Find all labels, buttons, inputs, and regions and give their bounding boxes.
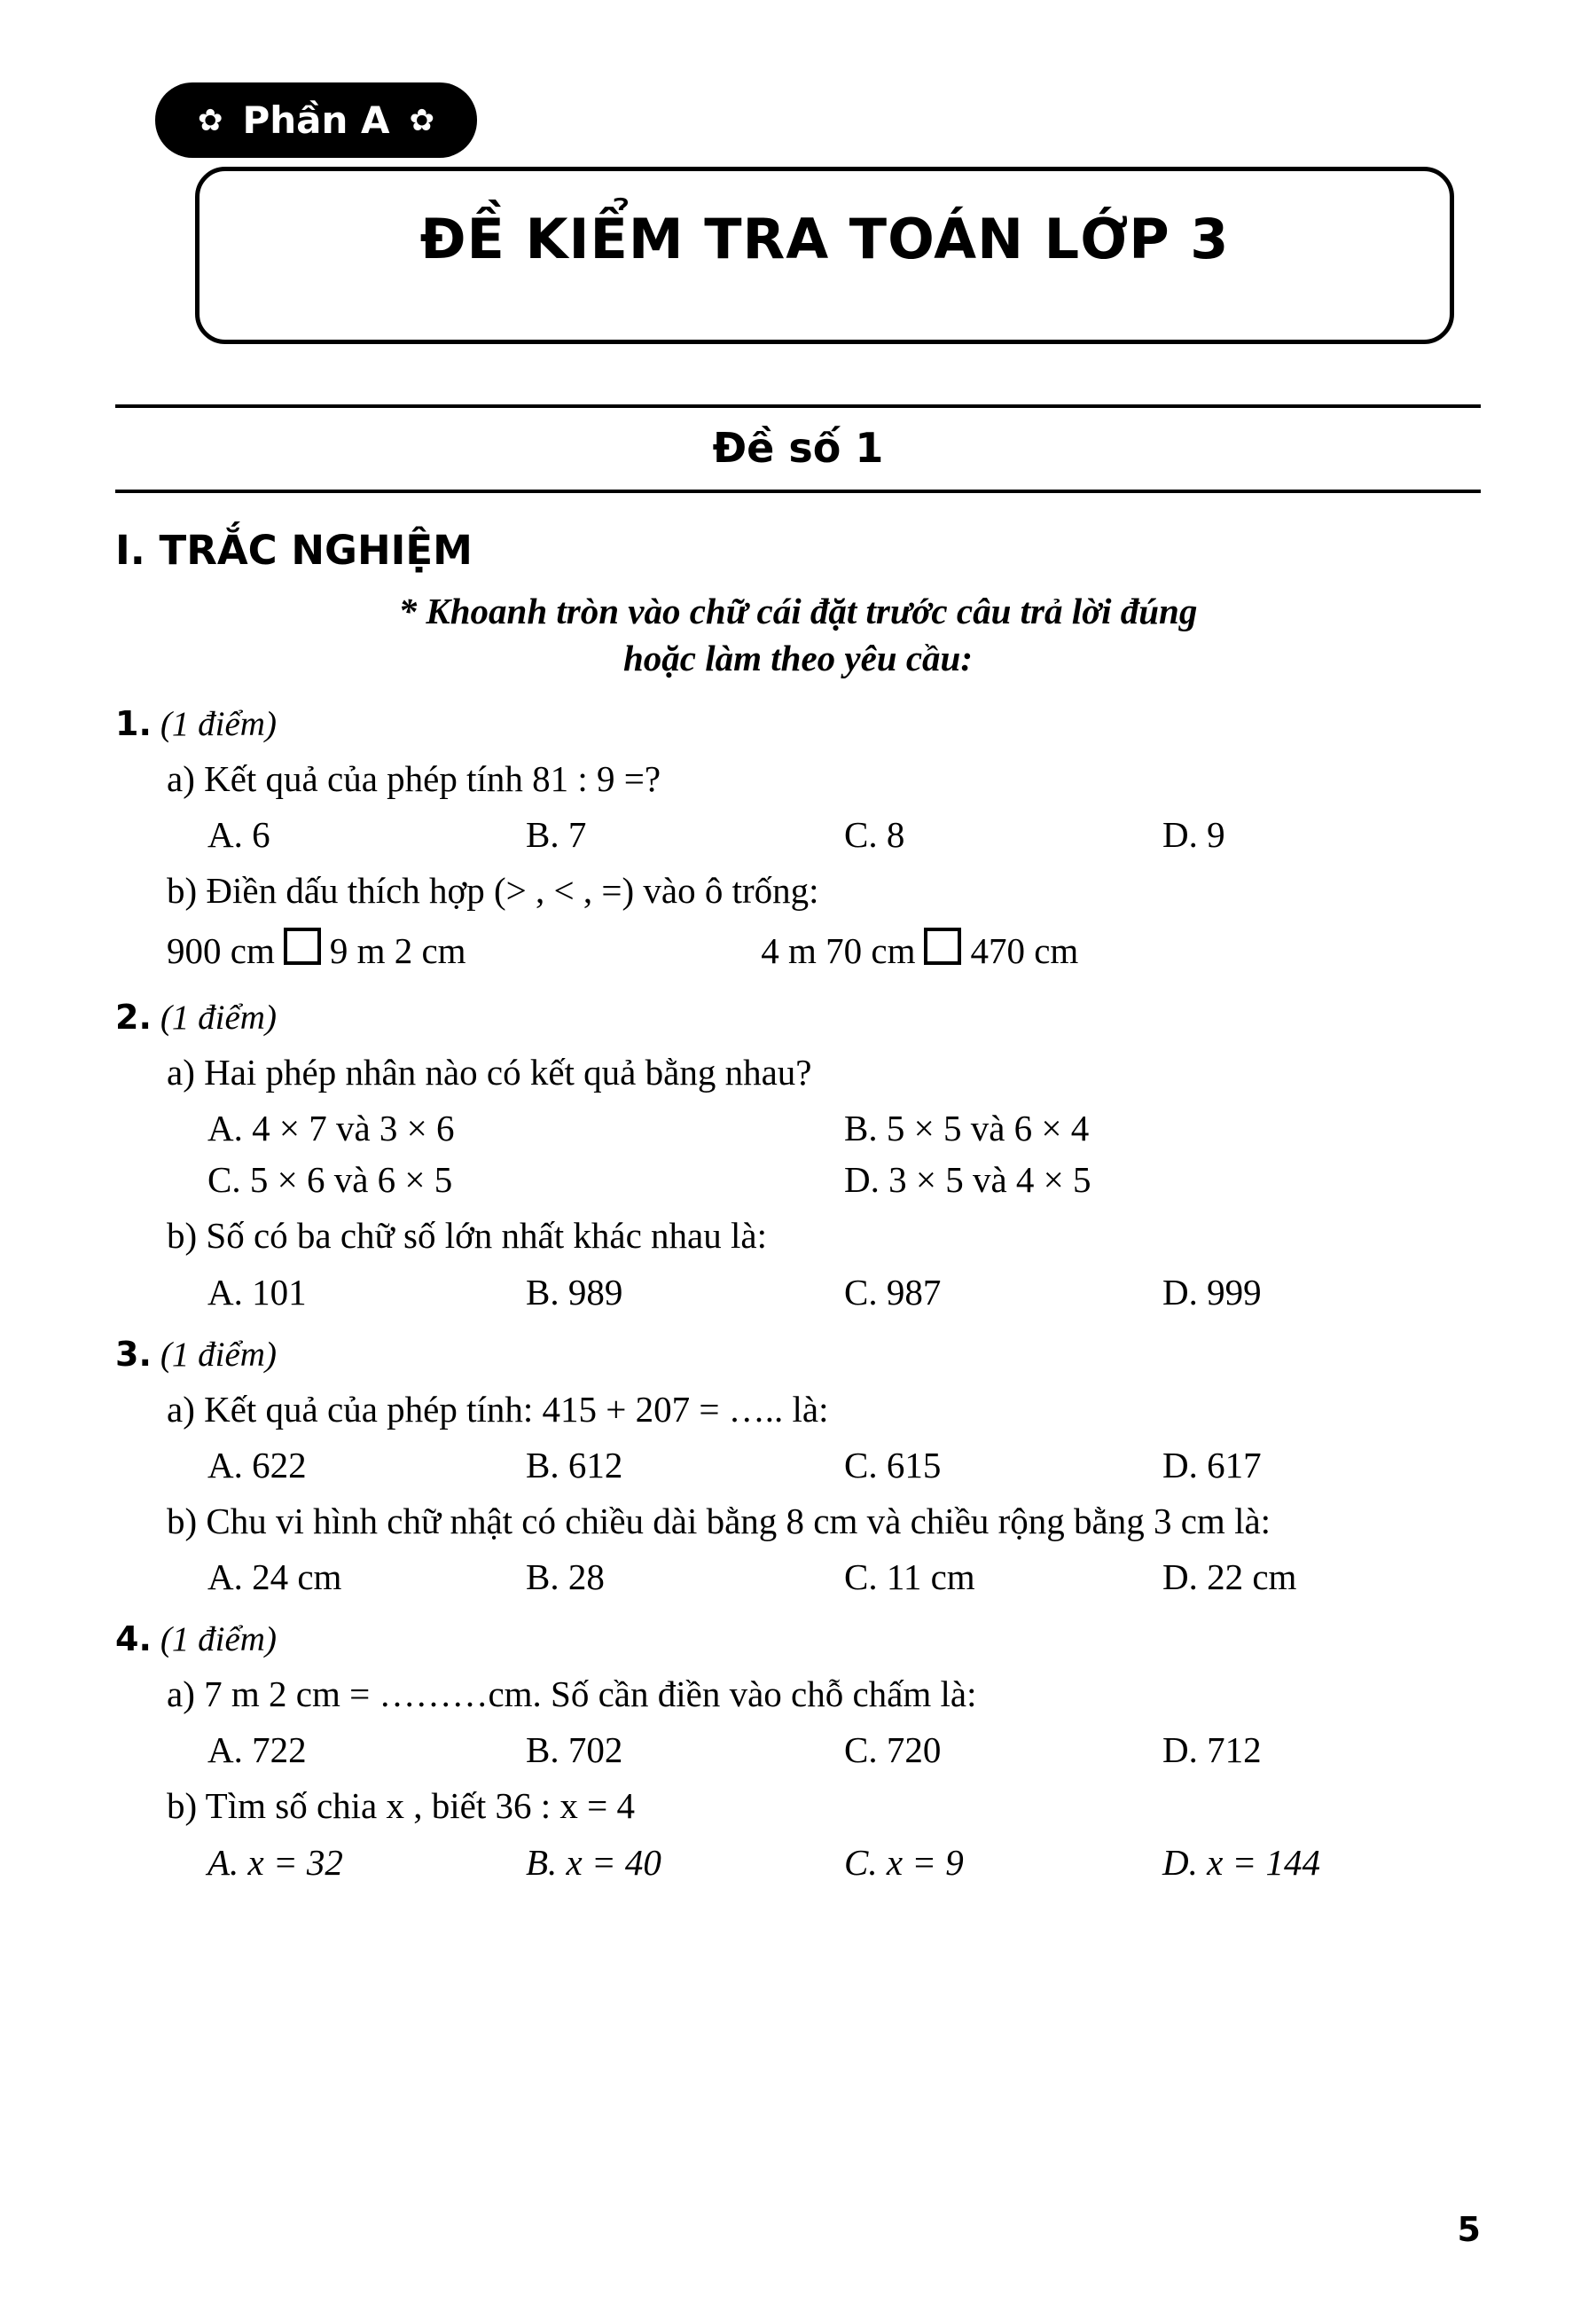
option-a[interactable]: A. 6 [207, 813, 270, 855]
question-1-points: (1 điểm) [160, 704, 277, 743]
option-c[interactable]: C. 987 [844, 1271, 942, 1313]
question-1a-text: a) Kết quả của phép tính 81 : 9 =? [167, 757, 661, 799]
question-4-number: 4. [115, 1619, 152, 1659]
fill-left-after: 9 m 2 cm [329, 930, 466, 972]
option-b[interactable]: B. 612 [526, 1444, 623, 1485]
question-4 [115, 1618, 1481, 1883]
fill-right-before: 4 m 70 cm [761, 930, 916, 972]
question-4b-options [167, 1841, 1481, 1884]
option-c[interactable]: C. 5 × 6 và 6 × 5 [207, 1159, 453, 1201]
question-1-head [115, 702, 1481, 744]
exam-number-title: Đề số 1 [712, 424, 884, 472]
page-title: ĐỀ KIỂM TRA TOÁN LỚP 3 [419, 207, 1230, 271]
question-4-head [115, 1618, 1481, 1659]
question-2-head [115, 996, 1481, 1038]
question-2 [115, 996, 1481, 1313]
document-page [0, 69, 1596, 2304]
question-3b-options [167, 1556, 1481, 1598]
exam-number-band [115, 404, 1481, 493]
option-b[interactable]: B. 28 [526, 1556, 605, 1598]
question-4a-options [167, 1728, 1481, 1771]
question-1-body [115, 753, 1481, 977]
question-4-body [115, 1668, 1481, 1883]
question-2-number: 2. [115, 998, 152, 1038]
option-c[interactable]: C. 8 [844, 813, 905, 855]
question-3 [115, 1333, 1481, 1598]
question-1 [115, 702, 1481, 977]
option-c[interactable]: C. x = 9 [844, 1841, 964, 1883]
fill-left-before: 900 cm [167, 930, 275, 972]
option-b[interactable]: B. x = 40 [526, 1841, 661, 1883]
question-3a-options [167, 1444, 1481, 1486]
option-b[interactable]: B. 5 × 5 và 6 × 4 [844, 1108, 1090, 1149]
question-2a-options-row1 [167, 1107, 1481, 1149]
header-banner [115, 69, 1481, 353]
section-tab [155, 82, 477, 158]
question-3a-text: a) Kết quả của phép tính: 415 + 207 = ….. là: [167, 1388, 829, 1430]
question-3-body [115, 1383, 1481, 1598]
flower-icon-left: ✿ [198, 102, 223, 138]
option-a[interactable]: A. 24 cm [207, 1556, 342, 1598]
question-3-number: 3. [115, 1334, 152, 1374]
option-b[interactable]: B. 7 [526, 813, 587, 855]
option-d[interactable]: D. 22 cm [1162, 1556, 1297, 1598]
option-b[interactable]: B. 702 [526, 1729, 623, 1771]
option-a[interactable]: A. x = 32 [207, 1841, 343, 1883]
section-tab-label: Phần A [242, 98, 390, 142]
option-a[interactable]: A. 622 [207, 1444, 307, 1485]
option-b[interactable]: B. 989 [526, 1271, 623, 1313]
question-3-points: (1 điểm) [160, 1335, 277, 1374]
answer-box-left[interactable] [284, 928, 321, 965]
question-2a-text: a) Hai phép nhân nào có kết quả bằng nhau? [167, 1052, 812, 1093]
question-2-points: (1 điểm) [160, 999, 277, 1038]
question-2a-options-row2 [167, 1158, 1481, 1201]
option-a[interactable]: A. 101 [207, 1271, 307, 1313]
question-1a-options [167, 813, 1481, 856]
option-d[interactable]: D. 999 [1162, 1271, 1262, 1313]
option-a[interactable]: A. 4 × 7 và 3 × 6 [207, 1108, 455, 1149]
option-c[interactable]: C. 11 cm [844, 1556, 975, 1598]
question-4a-text: a) 7 m 2 cm = ………cm. Số cần điền vào chỗ chấm là: [167, 1673, 977, 1715]
option-a[interactable]: A. 722 [207, 1729, 307, 1771]
question-2-body [115, 1046, 1481, 1313]
question-1b-text: b) Điền dấu thích hợp (> , < , =) vào ô trống: [167, 869, 819, 911]
section-heading: I. TRẮC NGHIỆM [115, 527, 473, 574]
option-d[interactable]: D. 712 [1162, 1729, 1262, 1771]
option-d[interactable]: D. 9 [1162, 813, 1225, 855]
option-d[interactable]: D. 617 [1162, 1444, 1262, 1485]
question-3b-text: b) Chu vi hình chữ nhật có chiều dài bằng 8 cm và chiều rộng bằng 3 cm là: [167, 1500, 1271, 1541]
option-c[interactable]: C. 720 [844, 1729, 942, 1771]
question-1-number: 1. [115, 703, 152, 743]
question-1b-fill-row [167, 925, 1481, 976]
flower-icon-right: ✿ [409, 102, 435, 138]
instruction-line-2: hoặc làm theo yêu cầu: [622, 638, 974, 679]
instruction-line-1: * Khoanh tròn vào chữ cái đặt trước câu trả lời đúng [398, 591, 1198, 631]
question-3-head [115, 1333, 1481, 1375]
fill-right-after: 470 cm [970, 930, 1079, 972]
answer-box-right[interactable] [924, 928, 961, 965]
instruction-block [115, 588, 1481, 683]
page-number: 5 [1457, 2210, 1481, 2249]
question-2b-text: b) Số có ba chữ số lớn nhất khác nhau là: [167, 1215, 767, 1257]
question-2b-options [167, 1271, 1481, 1313]
option-d[interactable]: D. 3 × 5 và 4 × 5 [844, 1159, 1091, 1201]
question-4b-text: b) Tìm số chia x , biết 36 : x = 4 [167, 1785, 635, 1827]
option-c[interactable]: C. 615 [844, 1444, 942, 1485]
question-4-points: (1 điểm) [160, 1620, 277, 1659]
option-d[interactable]: D. x = 144 [1162, 1841, 1320, 1883]
